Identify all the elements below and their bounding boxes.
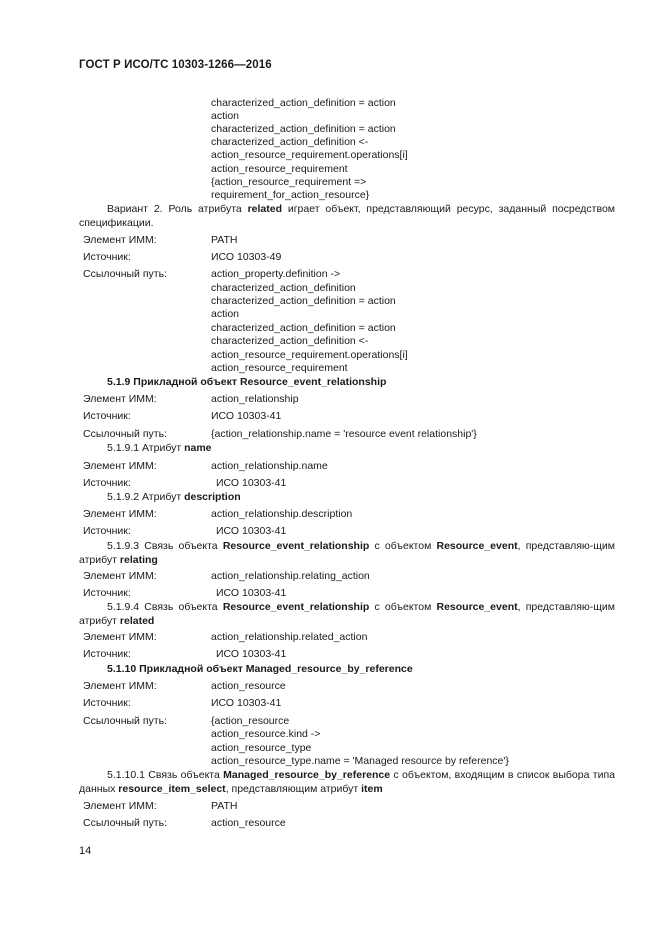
element-label: Элемент ИММ:: [83, 234, 157, 246]
text: 5.1.9.3 Связь объекта: [107, 540, 223, 552]
text: с объектом: [369, 601, 437, 613]
attribute-name: related: [119, 614, 155, 627]
element-label: Элемент ИММ:: [83, 508, 157, 520]
element-label: Элемент ИММ:: [83, 800, 157, 812]
path-line: {action_resource: [211, 715, 290, 727]
element-value: action_relationship.related_action: [211, 631, 368, 643]
type-name: resource_item_select: [118, 782, 226, 795]
source-label: Источник:: [83, 587, 131, 599]
path-line: action: [211, 308, 240, 320]
element-label: Элемент ИММ:: [83, 680, 157, 692]
element-label: Элемент ИММ:: [83, 460, 157, 472]
path-line: action_resource_requirement.operations[i]: [211, 149, 408, 161]
entity-name: Resource_event: [436, 601, 518, 613]
path-line: characterized_action_definition = action: [211, 97, 396, 109]
path-line: {action_resource_requirement =>: [211, 176, 367, 188]
ref-path-label: Ссылочный путь:: [83, 428, 167, 440]
path-line: characterized_action_definition = action: [211, 123, 396, 135]
variant-2-paragraph: [79, 203, 615, 230]
ref-path-label: Ссылочный путь:: [83, 268, 167, 280]
source-label: Источник:: [83, 525, 131, 537]
source-label: Источник:: [83, 410, 131, 422]
path-line: characterized_action_definition <-: [211, 335, 369, 347]
path-line: action_property.definition ->: [211, 268, 341, 280]
element-value: action_relationship.description: [211, 508, 353, 520]
source-value: ИСО 10303-41: [216, 648, 287, 660]
text: 5.1.9.4 Связь объекта: [107, 601, 223, 613]
path-line: action_resource_type: [211, 742, 312, 754]
path-line: action_resource_requirement: [211, 362, 348, 374]
source-value: ИСО 10303-41: [216, 477, 287, 489]
section-heading-5-1-10: 5.1.10 Прикладной объект Managed_resource_by_reference: [107, 663, 413, 675]
path-line: action_resource_type.name = 'Managed resource by reference'}: [211, 755, 509, 767]
source-label: Источник:: [83, 251, 131, 263]
element-label: Элемент ИММ:: [83, 570, 157, 582]
attribute-name: description: [184, 491, 241, 503]
ref-path-label: Ссылочный путь:: [83, 817, 167, 829]
section-heading-5-1-9-1: [107, 442, 212, 455]
element-value: PATH: [211, 800, 238, 812]
text: 5.1.9.2 Атрибут: [107, 491, 185, 503]
section-heading-5-1-9-4: [79, 601, 615, 628]
attribute-name: item: [361, 782, 383, 795]
path-line: action: [211, 110, 240, 122]
text: , представляю-щим атрибут: [79, 601, 615, 627]
source-value: ИСО 10303-41: [216, 525, 287, 537]
ref-path-label: Ссылочный путь:: [83, 715, 167, 727]
text: , представляю-щим атрибут: [79, 540, 615, 566]
section-heading-5-1-10-1: [79, 769, 615, 796]
document-header: ГОСТ Р ИСО/ТС 10303-1266—2016: [79, 59, 272, 71]
element-value: action_relationship.relating_action: [211, 570, 370, 582]
section-heading-5-1-9: 5.1.9 Прикладной объект Resource_event_relationship: [107, 376, 387, 388]
text: играет объект, представляющий ресурс, заданный посредством спецификации.: [79, 203, 616, 229]
source-value: ИСО 10303-41: [211, 697, 282, 709]
text: 5.1.9.1 Атрибут: [107, 442, 185, 454]
text: Вариант 2. Роль атрибута: [107, 203, 248, 215]
page-number: 14: [79, 845, 92, 857]
element-value: PATH: [211, 234, 238, 246]
text: с объектом, входящим в список выбора типа данных: [79, 769, 615, 795]
element-label: Элемент ИММ:: [83, 631, 157, 643]
entity-name: Managed_resource_by_reference: [223, 769, 391, 781]
attribute-name: related: [247, 203, 283, 215]
path-line: action_resource_requirement: [211, 163, 348, 175]
section-heading-5-1-9-2: [107, 491, 241, 504]
element-value: action_relationship.name: [211, 460, 328, 472]
text: с объектом: [369, 540, 437, 552]
entity-name: Resource_event_relationship: [222, 540, 370, 552]
text: , представляющим атрибут: [225, 782, 362, 795]
path-line: characterized_action_definition = action: [211, 295, 396, 307]
section-heading-5-1-9-3: [79, 540, 615, 567]
element-value: action_resource: [211, 680, 286, 692]
attribute-name: name: [184, 442, 212, 454]
source-label: Источник:: [83, 477, 131, 489]
path-line: characterized_action_definition: [211, 282, 356, 294]
path-line: action_resource.kind ->: [211, 728, 321, 740]
entity-name: Resource_event_relationship: [222, 601, 370, 613]
path-line: requirement_for_action_resource}: [211, 189, 370, 201]
element-label: Элемент ИММ:: [83, 393, 157, 405]
path-line: action_resource_requirement.operations[i]: [211, 349, 408, 361]
element-value: action_relationship: [211, 393, 299, 405]
path-line: characterized_action_definition = action: [211, 322, 396, 334]
ref-path-value: action_resource: [211, 817, 286, 829]
ref-path-value: {action_relationship.name = 'resource event relationship'}: [211, 428, 477, 440]
source-value: ИСО 10303-41: [211, 410, 282, 422]
path-line: characterized_action_definition <-: [211, 136, 369, 148]
source-label: Источник:: [83, 697, 131, 709]
text: 5.1.10.1 Связь объекта: [107, 769, 224, 781]
source-value: ИСО 10303-49: [211, 251, 282, 263]
source-value: ИСО 10303-41: [216, 587, 287, 599]
source-label: Источник:: [83, 648, 131, 660]
entity-name: Resource_event: [436, 540, 518, 552]
attribute-name: relating: [119, 553, 158, 566]
